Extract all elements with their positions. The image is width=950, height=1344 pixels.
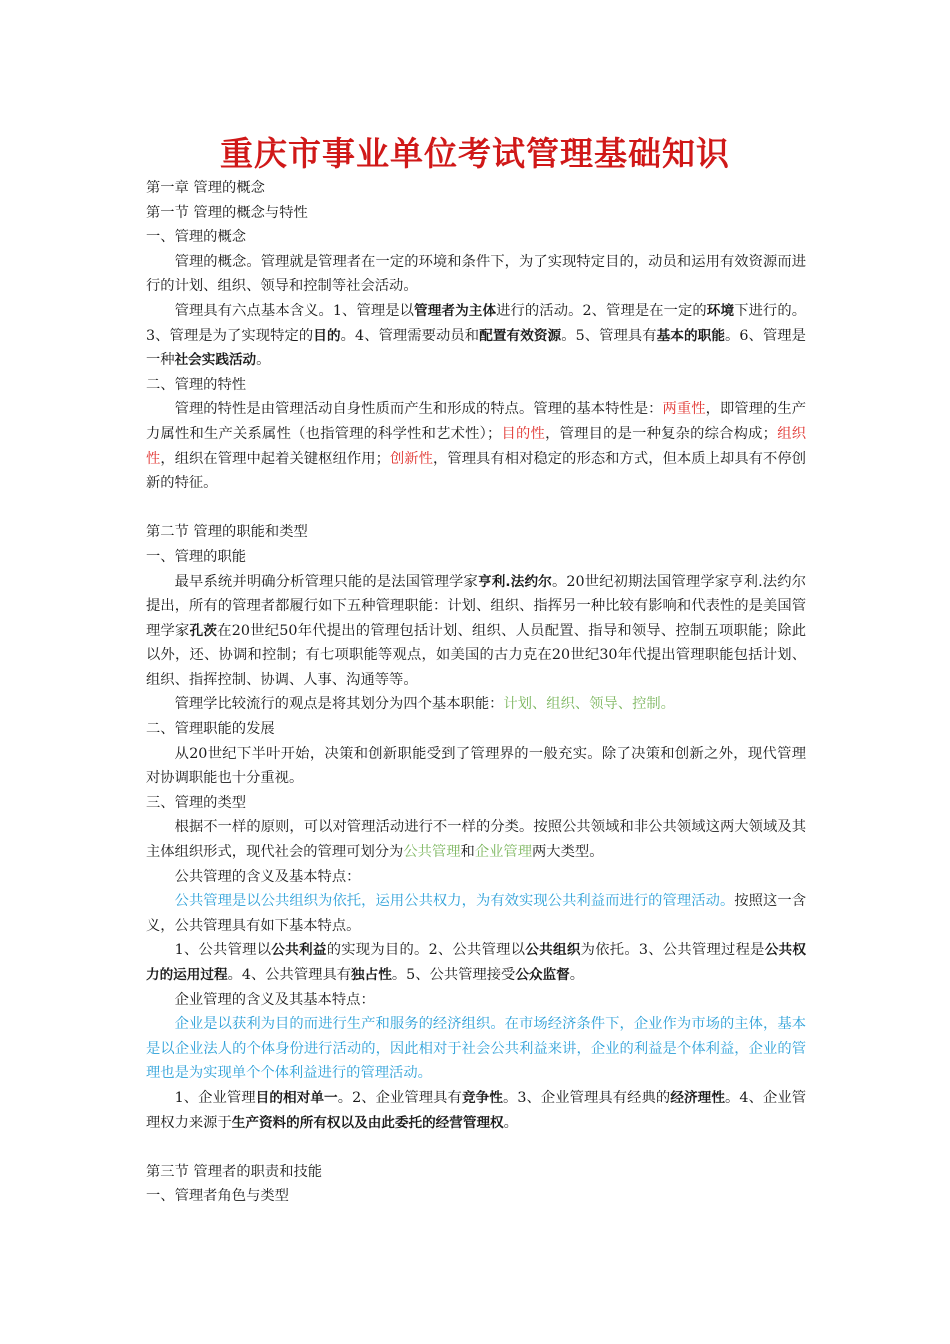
blank-line bbox=[146, 496, 806, 521]
section-heading: 第一节 管理的概念与特性 bbox=[146, 204, 308, 221]
paragraph: 最早系统并明确分析管理只能的是法国管理学家亨利.法约尔。20世纪初期法国管理学家亨利.法约尔提出，所有的管理者都履行如下五种管理职能：计划、组织、指挥另一种比较有影响和代表性的是美国管理学家孔茨在20世纪50年代提出的管理包括计划、组织、人员配置、指导和领导、控制五项职能；除此以外，还、协调和控制；有七项职能等观点，如美国的古力克在20世纪30年代提出管理职能包括计划、组织、指挥控制、协调、人事、沟通等等。 bbox=[146, 573, 806, 688]
paragraph: 1、企业管理目的相对单一。2、企业管理具有竞争性。3、企业管理具有经典的经济理性。4、企业管理权力来源于生产资料的所有权以及由此委托的经营管理权。 bbox=[146, 1089, 807, 1131]
paragraph: 管理的概念。管理就是管理者在一定的环境和条件下，为了实现特定目的，动员和运用有效资源而进行的计划、组织、领导和控制等社会活动。 bbox=[146, 253, 806, 295]
paragraph: 企业管理的含义及其基本特点： bbox=[174, 991, 375, 1008]
blank-line bbox=[146, 1135, 806, 1160]
paragraph: 公共管理的含义及基本特点： bbox=[174, 868, 361, 885]
paragraph: 管理具有六点基本含义。1、管理是以管理者为主体进行的活动。2、管理是在一定的环境下进行的。3、管理是为了实现特定的目的。4、管理需要动员和配置有效资源。5、管理具有基本的职能。6、管理是一种社会实践活动。 bbox=[146, 302, 807, 369]
document-body bbox=[146, 176, 806, 1209]
paragraph: 1、公共管理以公共利益的实现为目的。2、公共管理以公共组织为依托。3、公共管理过程是公共权力的运用过程。4、公共管理具有独占性。5、公共管理接受公众监督。 bbox=[146, 942, 806, 983]
subsection-heading: 一、管理的概念 bbox=[146, 229, 247, 246]
section-heading: 第三节 管理者的职责和技能 bbox=[146, 1163, 323, 1180]
paragraph: 从20世纪下半叶开始，决策和创新职能受到了管理界的一般充实。除了决策和创新之外，现代管理对协调职能也十分重视。 bbox=[146, 745, 806, 787]
subsection-heading: 一、管理者角色与类型 bbox=[146, 1188, 289, 1205]
paragraph: 管理学比较流行的观点是将其划分为四个基本职能：计划、组织、领导、控制。 bbox=[174, 696, 675, 713]
subsection-heading: 二、管理的特性 bbox=[146, 376, 247, 393]
paragraph: 管理的特性是由管理活动自身性质而产生和形成的特点。管理的基本特性是：两重性，即管理的生产力属性和生产关系属性（也指管理的科学性和艺术性）；目的性，管理目的是一种复杂的综合构成；组织性，组织在管理中起着关键枢纽作用；创新性，管理具有相对稳定的形态和方式，但本质上却具有不停创新的特征。 bbox=[146, 401, 807, 492]
document-title: 重庆市事业单位考试管理基础知识 bbox=[220, 134, 730, 173]
paragraph: 企业是以获利为目的而进行生产和服务的经济组织。在市场经济条件下，企业作为市场的主体，基本是以企业法人的个体身份进行活动的，因此相对于社会公共利益来讲，企业的利益是个体利益，企业的管理也是为实现单个个体利益进行的管理活动。 bbox=[146, 1016, 806, 1082]
subsection-heading: 一、管理的职能 bbox=[146, 548, 247, 565]
paragraph: 公共管理是以公共组织为依托，运用公共权力，为有效实现公共利益而进行的管理活动。按照这一含义，公共管理具有如下基本特点。 bbox=[146, 893, 806, 934]
chapter-heading: 第一章 管理的概念 bbox=[146, 180, 265, 196]
section-heading: 第二节 管理的职能和类型 bbox=[146, 524, 308, 541]
subsection-heading: 三、管理的类型 bbox=[146, 794, 247, 811]
subsection-heading: 二、管理职能的发展 bbox=[146, 721, 275, 738]
paragraph: 根据不一样的原则，可以对管理活动进行不一样的分类。按照公共领域和非公共领域这两大领域及其主体组织形式，现代社会的管理可划分为公共管理和企业管理两大类型。 bbox=[146, 819, 806, 861]
